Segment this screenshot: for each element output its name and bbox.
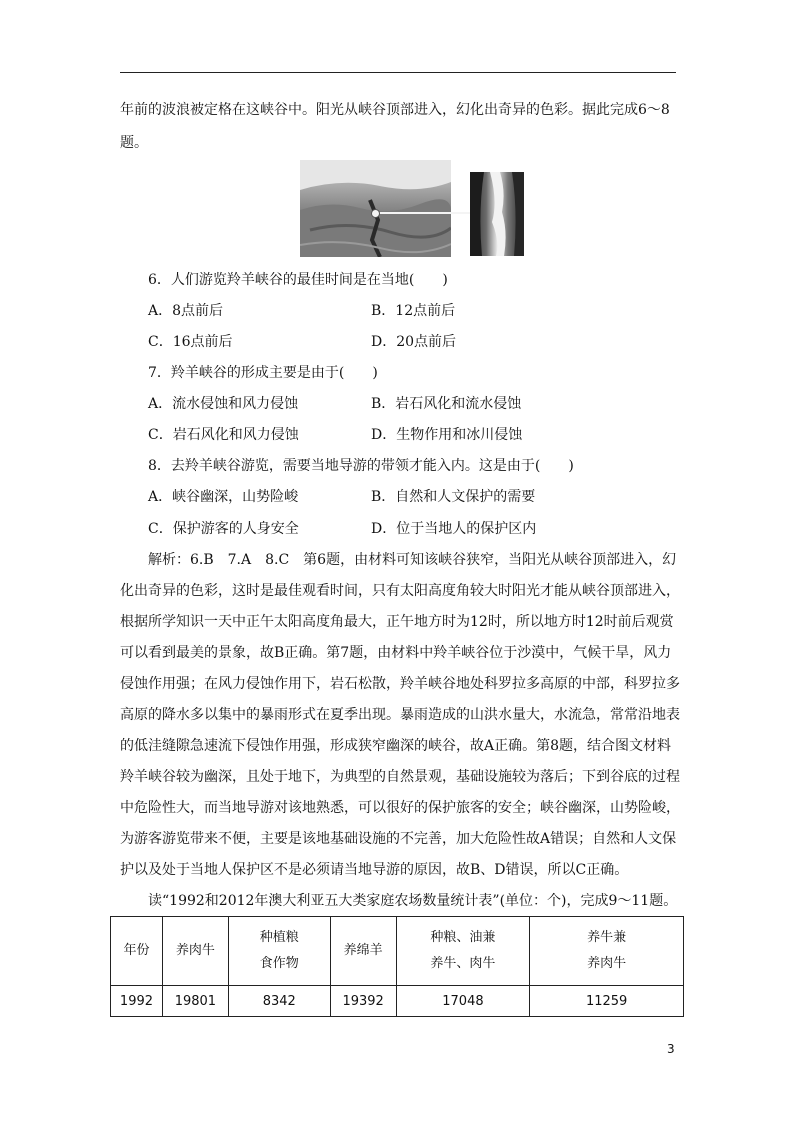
q6-option-d: D．20点前后 [371, 334, 457, 350]
table-cell: 1992 [111, 986, 163, 1017]
q6-stem: 6．人们游览羚羊峡谷的最佳时间是在当地( ) [148, 272, 448, 288]
intro-line-1: 年前的波浪被定格在这峡谷中。阳光从峡谷顶部进入，幻化出奇异的色彩。据此完成6～8 [120, 102, 670, 118]
analysis-line: 侵蚀作用强；在风力侵蚀作用下，岩石松散，羚羊峡谷地处科罗拉多高原的中部，科罗拉多 [120, 676, 680, 692]
page-number: 3 [667, 1042, 675, 1056]
table-header-row [111, 917, 684, 986]
analysis-line: 羚羊峡谷较为幽深，且处于地下，为典型的自然景观，基础设施较为落后；下到谷底的过程 [120, 769, 680, 785]
table-cell: 19392 [330, 986, 396, 1017]
table-header-cell: 养肉牛 [162, 917, 228, 986]
analysis-line: 化出奇异的色彩，这时是最佳观看时间，只有太阳高度角较大时阳光才能从峡谷顶部进入， [120, 583, 680, 599]
header-rule [120, 72, 676, 73]
q8-stem: 8．去羚羊峡谷游览，需要当地导游的带领才能入内。这是由于( ) [148, 458, 574, 474]
table-header-cell: 养牛兼 养肉牛 [530, 917, 684, 986]
farm-statistics-table [110, 916, 684, 1017]
q8-option-d: D．位于当地人的保护区内 [371, 521, 537, 537]
table-header-cell: 种植粮 食作物 [228, 917, 330, 986]
table-header-cell: 养绵羊 [330, 917, 396, 986]
q8-option-a: A．峡谷幽深，山势险峻 [148, 489, 299, 505]
analysis-line: 解析：6.B 7.A 8.C 第6题，由材料可知该峡谷狭窄，当阳光从峡谷顶部进入，幻 [148, 552, 677, 568]
q6-option-b: B．12点前后 [371, 303, 456, 319]
analysis-line: 根据所学知识一天中正午太阳高度角最大，正午地方时为12时，所以地方时12时前后观赏 [120, 614, 674, 630]
table-cell: 11259 [530, 986, 684, 1017]
analysis-line: 护以及处于当地人保护区不是必须请当地导游的原因，故B、D错误，所以C正确。 [120, 862, 629, 878]
q6-option-c: C．16点前后 [148, 334, 233, 350]
q8-option-c: C．保护游客的人身安全 [148, 521, 299, 537]
q7-option-b: B．岩石风化和流水侵蚀 [371, 396, 522, 412]
analysis-line: 为游客游览带来不便，主要是该地基础设施的不完善，加大危险性故A错误；自然和人文保 [120, 831, 677, 847]
canyon-interior-photo [470, 172, 524, 256]
table-intro: 读“1992和2012年澳大利亚五大类家庭农场数量统计表”(单位：个)，完成9～11题。 [148, 893, 678, 909]
photo-connector-line [375, 212, 470, 214]
q7-option-a: A．流水侵蚀和风力侵蚀 [148, 396, 299, 412]
table-cell: 19801 [162, 986, 228, 1017]
table-header-cell: 年份 [111, 917, 163, 986]
analysis-line: 可以看到最美的景象，故B正确。第7题，由材料中羚羊峡谷位于沙漠中，气候干旱，风力 [120, 645, 672, 661]
q7-option-c: C．岩石风化和风力侵蚀 [148, 427, 299, 443]
table-cell: 8342 [228, 986, 330, 1017]
table-row [111, 986, 684, 1017]
analysis-line: 的低洼缝隙急速流下侵蚀作用强，形成狭窄幽深的峡谷，故A正确。第8题，结合图文材料 [120, 738, 672, 754]
q6-option-a: A．8点前后 [148, 303, 224, 319]
q7-stem: 7．羚羊峡谷的形成主要是由于( ) [148, 365, 378, 381]
table-cell: 17048 [396, 986, 530, 1017]
q8-option-b: B．自然和人文保护的需要 [371, 489, 536, 505]
photo-connector-dot [371, 209, 380, 218]
table-header-cell: 种粮、油兼 养牛、肉牛 [396, 917, 530, 986]
q7-option-d: D．生物作用和冰川侵蚀 [371, 427, 523, 443]
intro-line-2: 题。 [120, 135, 148, 151]
analysis-line: 高原的降水多以集中的暴雨形式在夏季出现。暴雨造成的山洪水量大，水流急，常常沿地表 [120, 707, 680, 723]
analysis-line: 中危险性大，而当地导游对该地熟悉，可以很好的保护旅客的安全；峡谷幽深，山势险峻， [120, 800, 680, 816]
